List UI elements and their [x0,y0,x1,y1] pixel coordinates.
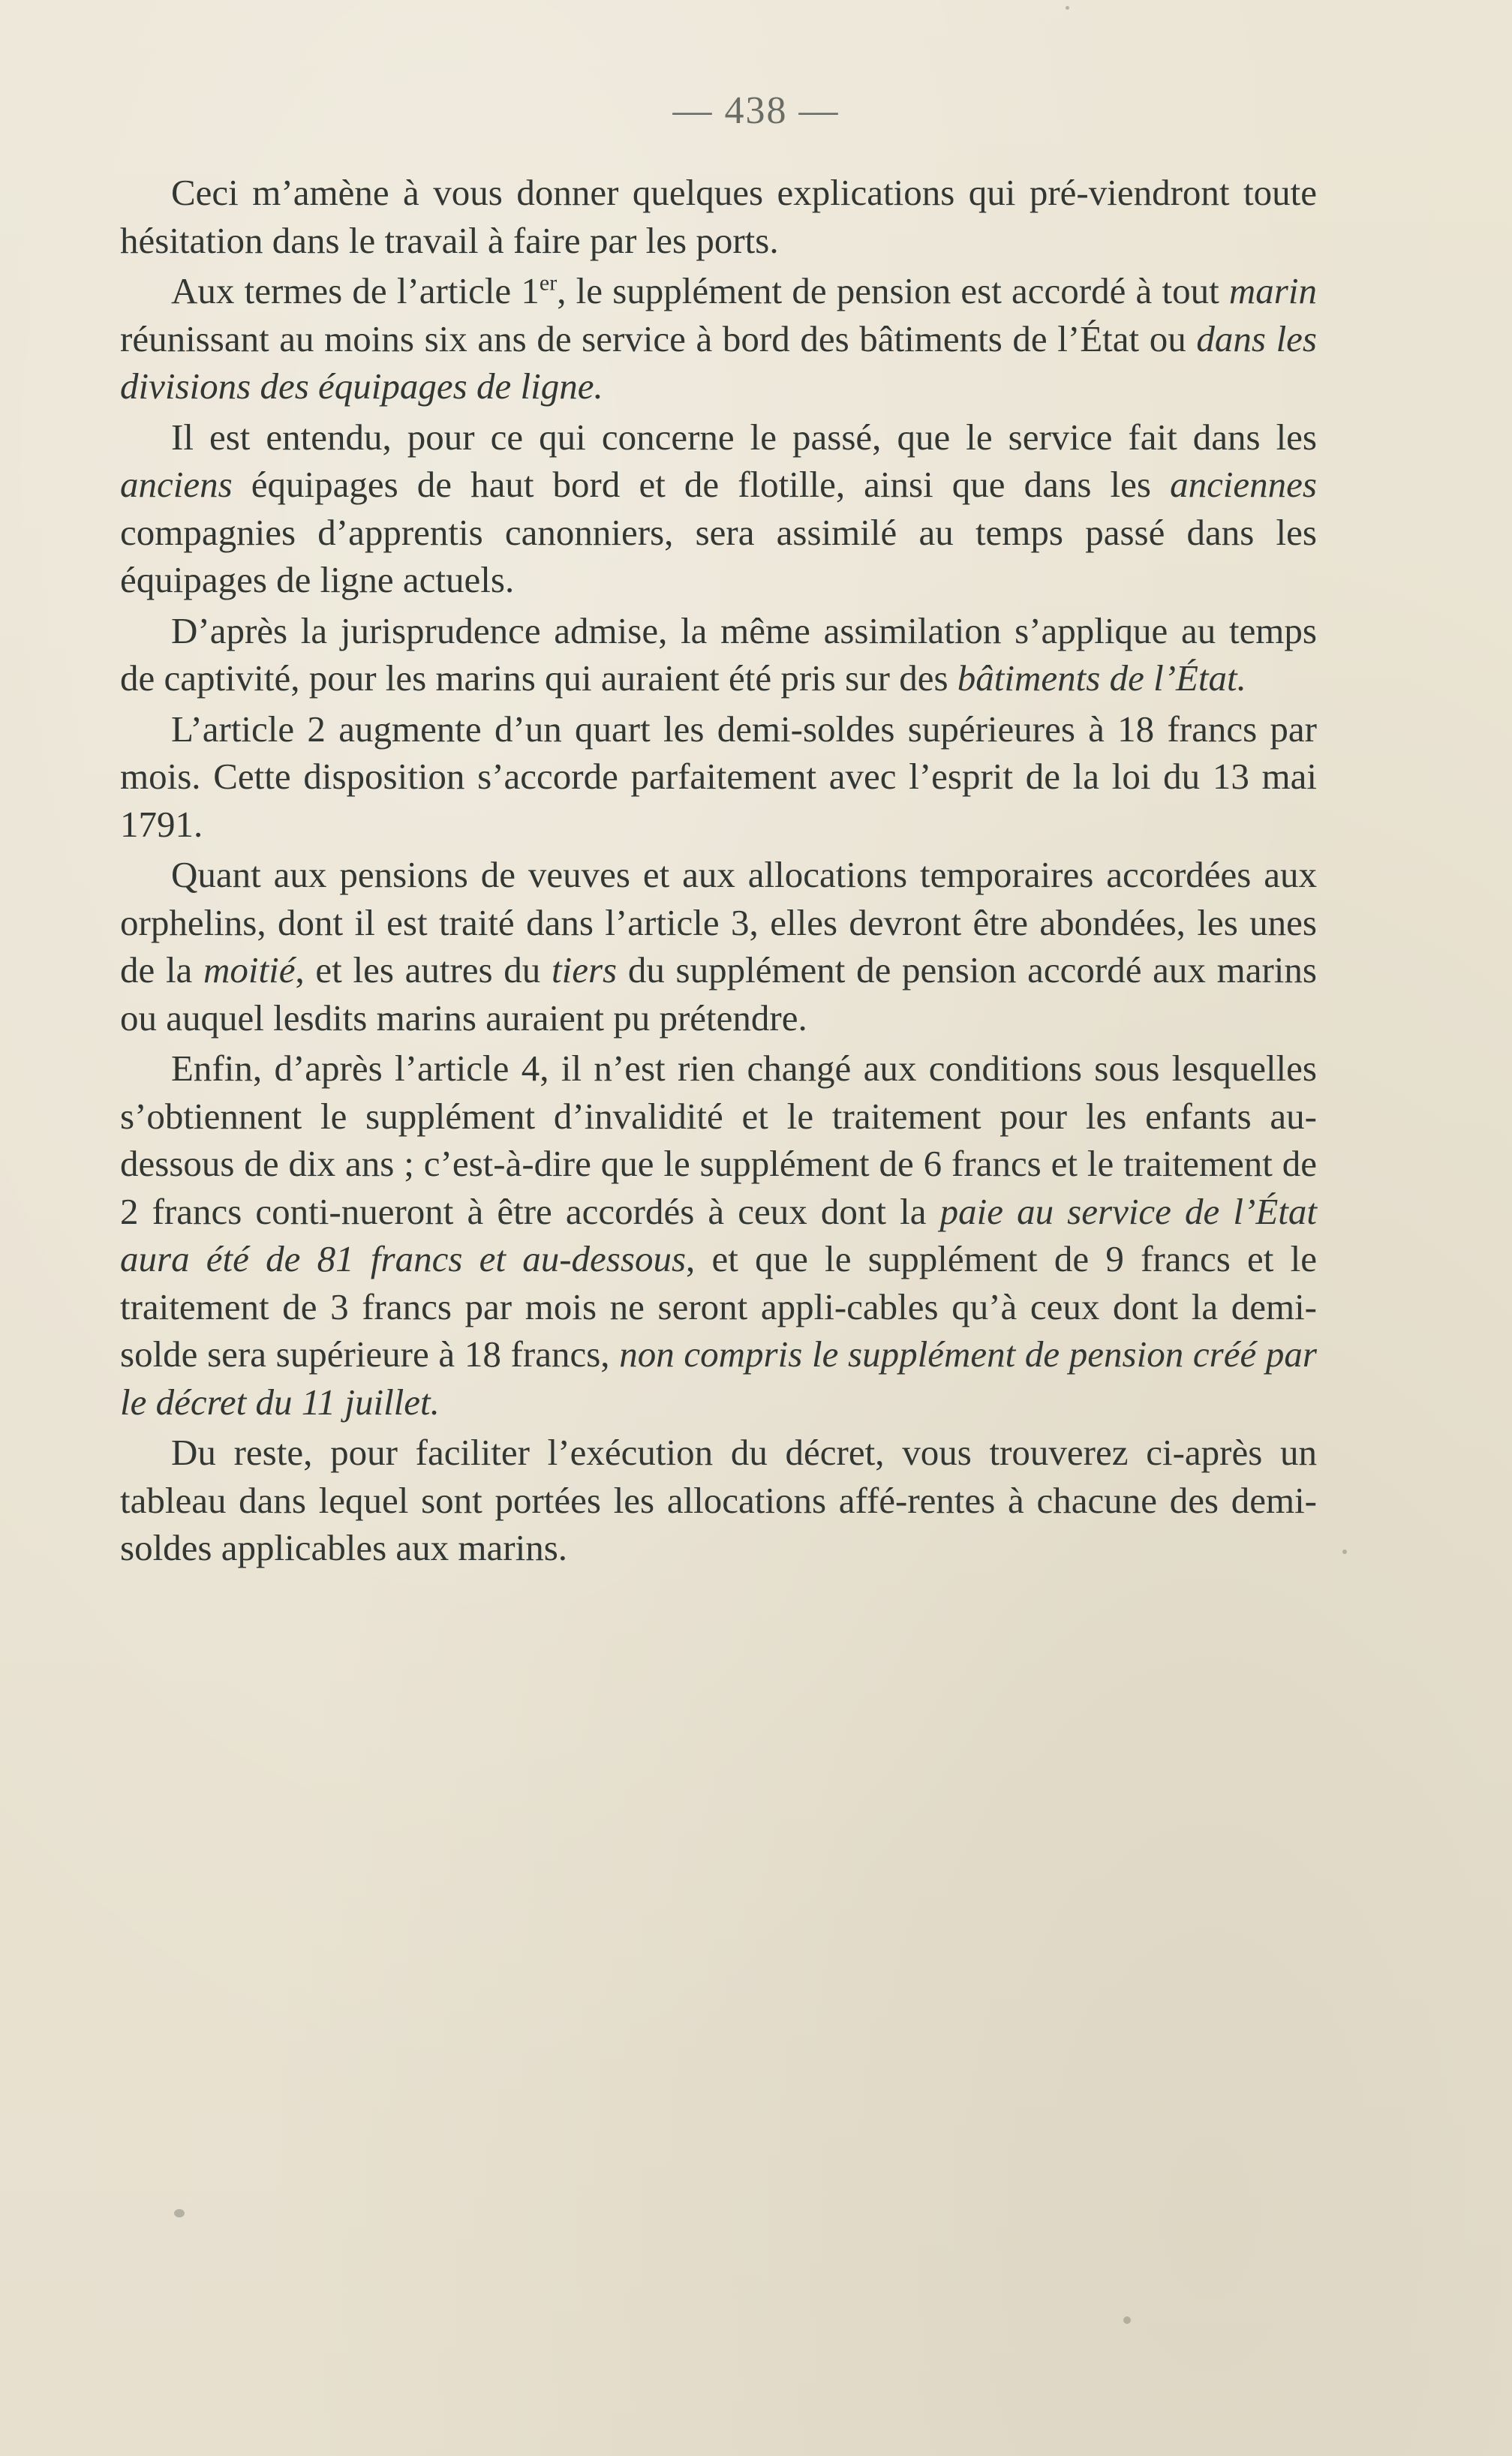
text-segment: Aux termes de l’article 1 [171,270,540,311]
paper-speck [174,2209,185,2217]
italic-text: non compris le supplément de pension créé par le décret du 11 juillet. [120,1333,1317,1423]
italic-text: anciens [120,464,233,505]
paper-speck [1123,2316,1131,2324]
italic-text: bâtiments de l’État. [957,657,1246,699]
paragraph [120,413,1317,604]
text-segment: , et que le supplément de 9 francs et le traitement de 3 francs par mois ne seront appli-cables qu’à ceux dont la demi-solde sera supérieure à 18 francs, [120,1238,1317,1375]
paragraph [120,607,1317,702]
italic-text: paie au service de l’État aura été de 81 francs et au-dessous [120,1190,1317,1279]
italic-text: tiers [552,949,618,991]
text-segment: Enfin, d’après l’article 4, il n’est rien changé aux conditions sous lesquelles s’obtiennent le supplément d’invalidité et le traitement pour les enfants au-dessous de dix ans ; c’est-à-dire que le supplément de 6 francs et le traitement de 2 francs conti-nueront à être accordés à ceux dont la [120,1048,1317,1232]
text-segment: compagnies d’apprentis canonniers, sera assimilé au temps passé dans les équipages de ligne actuels. [120,511,1317,600]
paragraph [120,705,1317,849]
text-segment: Il est entendu, pour ce qui concerne le passé, que le service fait dans les [171,416,1317,458]
text-segment: réunissant au moins six ans de service à bord des bâtiments de l’État ou [120,317,1197,359]
text-segment: D’après la jurisprudence admise, la même assimilation s’applique au temps de captivité, pour les marins qui auraient été pris sur des [120,609,1317,699]
text-segment: Du reste, pour faciliter l’exécution du décret, vous trouverez ci-après un tableau dans lequel sont portées les allocations affé-rentes à chacune des demi-soldes applicables aux marins. [120,1432,1317,1568]
text-segment: Ceci m’amène à vous donner quelques explications qui pré-viendront toute hésitation dans le travail à faire par les ports. [120,172,1317,261]
text-segment: L’article 2 augmente d’un quart les demi-soldes supérieures à 18 francs par mois. Cette disposition s’accorde parfaitement avec l’esprit de la loi du 13 mai 1791. [120,708,1317,845]
superscript-text: er [539,270,558,296]
text-segment: du supplément de pension accordé aux marins ou auquel lesdits marins auraient pu prétendre. [120,949,1317,1039]
italic-text: dans les divisions des équipages de ligne. [120,317,1317,407]
paper-speck [1342,1550,1347,1554]
paper-speck [1066,6,1069,10]
italic-text: moitié [203,949,296,991]
italic-text: anciennes [1170,464,1317,505]
body-text [120,169,1317,1572]
paragraph [120,851,1317,1042]
paragraph [120,169,1317,264]
text-segment: équipages de haut bord et de flotille, ainsi que dans les [232,464,1171,505]
paragraph [120,1045,1317,1426]
text-segment: , et les autres du [295,949,552,991]
page-number: — 438 — [672,89,840,132]
italic-text: marin [1228,270,1317,311]
paragraph [120,1429,1317,1572]
text-segment: Quant aux pensions de veuves et aux allocations temporaires accordées aux orphelins, dont il est traité dans l’article 3, elles devront être abondées, les unes de la [120,854,1317,991]
text-segment: , le supplément de pension est accordé à tout [557,270,1229,311]
paragraph [120,267,1317,410]
